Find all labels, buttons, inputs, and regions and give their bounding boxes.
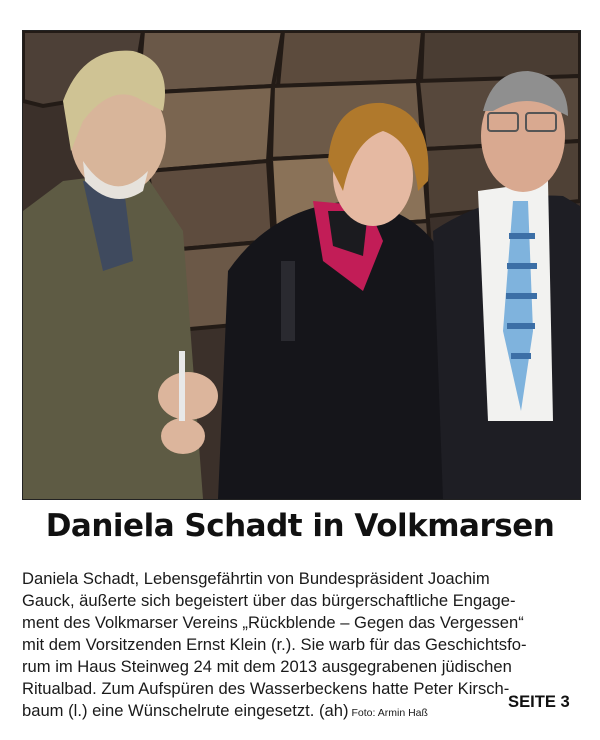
body-line: mit dem Vorsitzenden Ernst Klein (r.). Sie warb für das Geschichtsfo- [22,635,527,654]
photo-credit: Foto: Armin Haß [351,707,428,719]
article-body [22,568,581,724]
body-line: ment des Volkmarser Vereins „Rückblende – Gegen das Vergessen“ [22,613,524,632]
body-line: rum im Haus Steinweg 24 mit dem 2013 ausgegrabenen jüdischen [22,657,512,676]
body-line: Ritualbad. Zum Aufspüren des Wasserbeckens hatte Peter Kirsch- [22,679,510,698]
body-line: Gauck, äußerte sich begeistert über das bürgerschaftliche Engage- [22,591,516,610]
body-line: baum (l.) eine Wünschelrute eingesetzt. (ah) [22,701,349,720]
body-line: Daniela Schadt, Lebensgefährtin von Bundespräsident Joachim [22,569,490,588]
headline: Daniela Schadt in Volkmarsen [45,508,555,544]
page-reference[interactable]: SEITE 3 [508,692,570,711]
news-photo [22,30,581,500]
